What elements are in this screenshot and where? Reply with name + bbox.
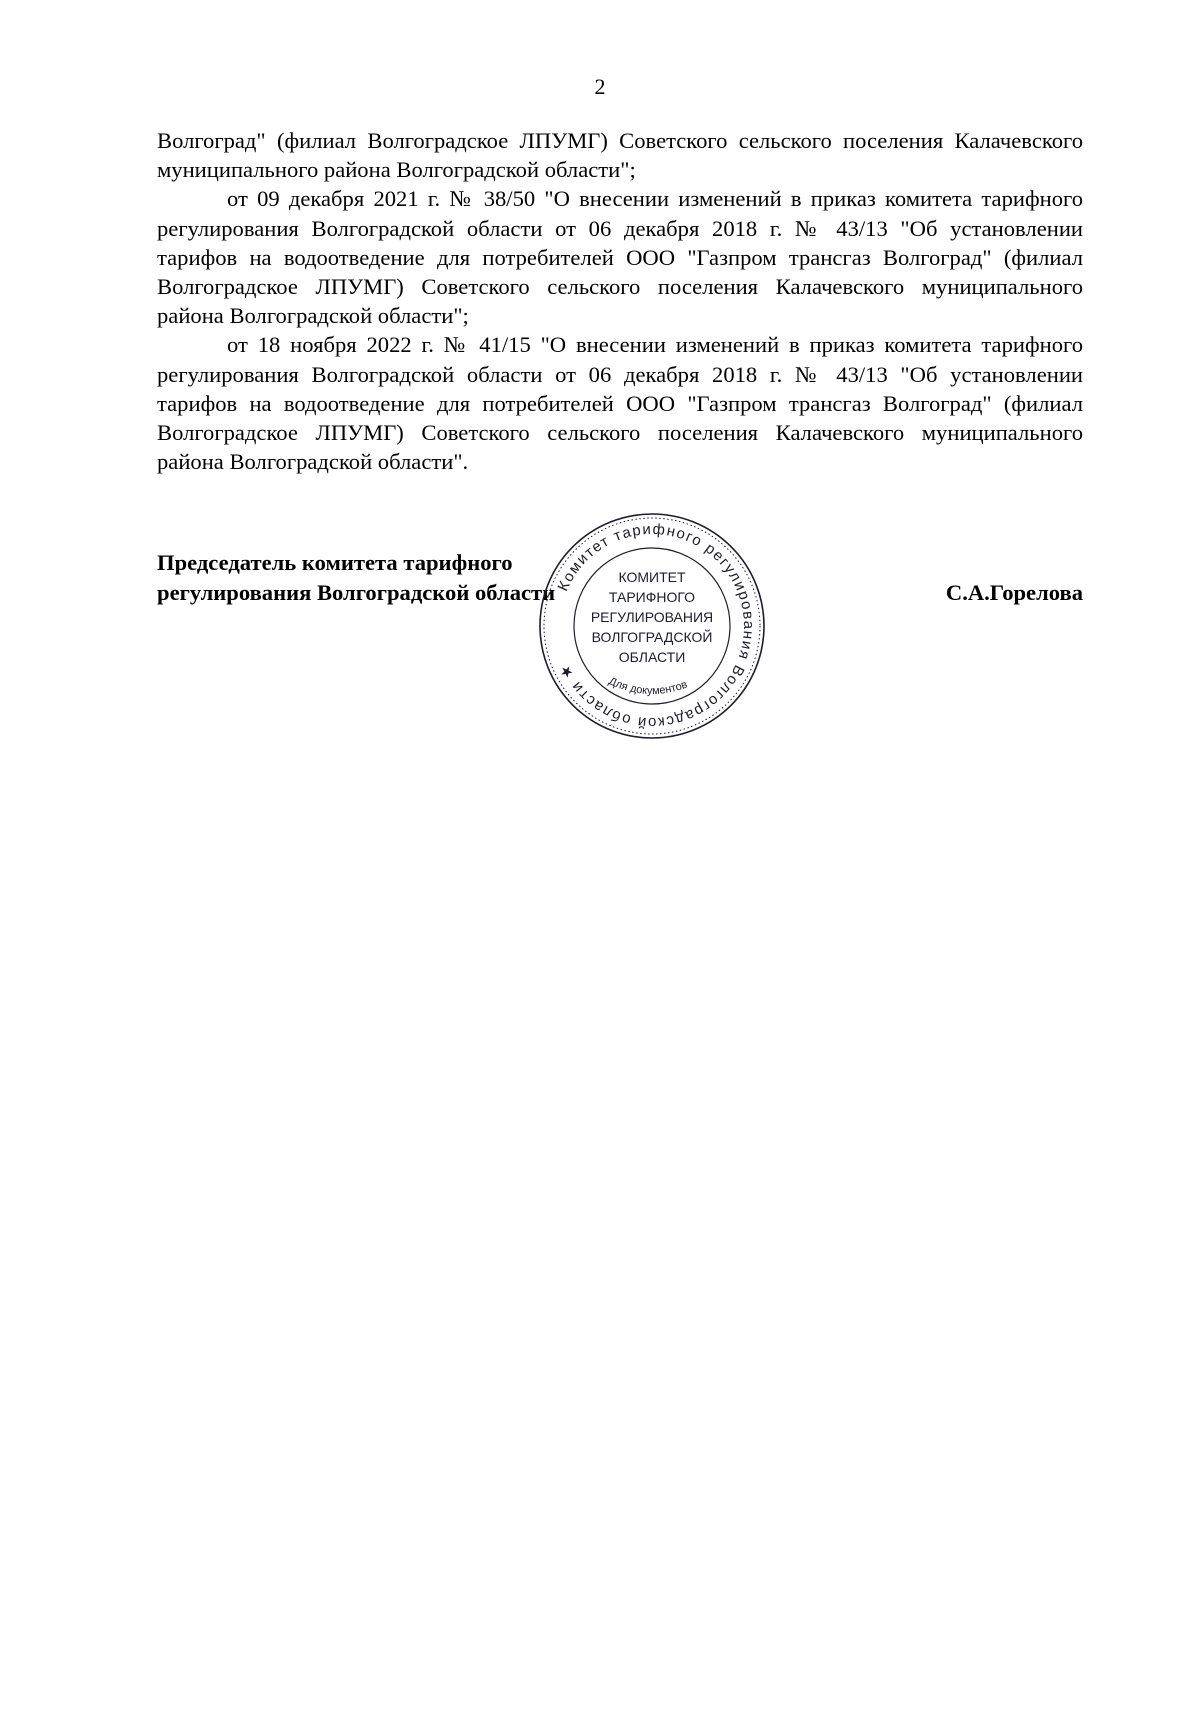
signatory-title-line-2: регулирования Волгоградской области — [157, 580, 556, 605]
seal-purpose-text: Для документов — [606, 675, 689, 698]
paragraph-order-2022: от 18 ноября 2022 г. № 41/15 "О внесении изменений в приказ комитета тарифного регулирования Волгоградской области от 06 декабря 2018 г. № 43/13 "Об установлении тарифов на водоотведение для потребителей ООО "Газпром трансгаз Волгоград" (филиал Волгоградское ЛПУМГ) Советского сельского поселения Калачевского муниципального района Волгоградской области". — [157, 332, 1083, 475]
seal-ring-text: Комитет тарифного регулирования Волгоградской области ★ — [554, 520, 758, 732]
paragraph-order-2021: от 09 декабря 2021 г. № 38/50 "О внесении изменений в приказ комитета тарифного регулирования Волгоградской области от 06 декабря 2018 г. № 43/13 "Об установлении тарифов на водоотведение для потребителей ООО "Газпром трансгаз Волгоград" (филиал Волгоградское ЛПУМГ) Советского сельского поселения Калачевского муниципального района Волгоградской области"; — [157, 186, 1083, 329]
seal-center-line-4: ВОЛГОГРАДСКОЙ — [591, 629, 713, 645]
seal-center-line-5: ОБЛАСТИ — [618, 649, 686, 665]
page-number: 2 — [594, 74, 606, 99]
document-body — [157, 126, 1083, 476]
signatory-name: С.А.Горелова — [945, 580, 1083, 605]
seal-center-line-1: КОМИТЕТ — [618, 569, 686, 585]
seal-center-line-3: РЕГУЛИРОВАНИЯ — [590, 609, 714, 625]
seal-dotted-ring — [544, 518, 760, 734]
signatory-title-line-1: Председатель комитета тарифного — [157, 550, 513, 575]
seal-center-line-2: ТАРИФНОГО — [608, 589, 696, 605]
seal-graphic — [536, 510, 768, 742]
paragraph-continuation: Волгоград" (филиал Волгоградское ЛПУМГ) Советского сельского поселения Калачевского муниципального района Волгоградской области"; — [157, 128, 1083, 183]
official-seal-stamp — [536, 510, 768, 742]
